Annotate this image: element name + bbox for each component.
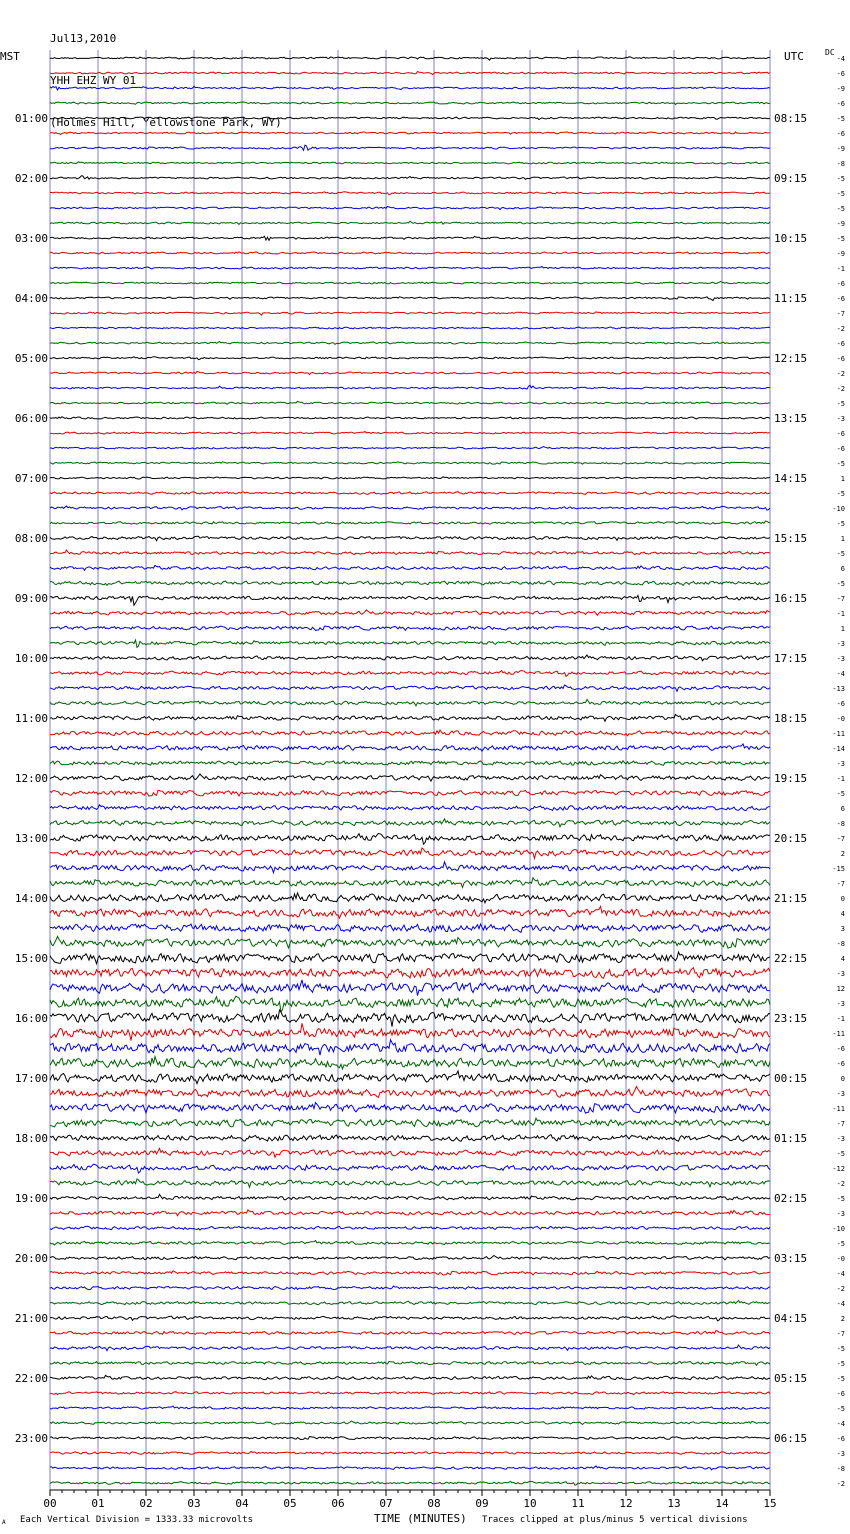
trace-line xyxy=(50,833,770,844)
utc-hour-label: 15:15 xyxy=(774,532,808,545)
dc-offset-label: -6 xyxy=(836,355,845,363)
x-tick-label: 08 xyxy=(427,1497,441,1510)
dc-offset-label: -13 xyxy=(832,685,845,693)
dc-offset-label: 1 xyxy=(840,475,845,483)
utc-hour-label: 08:15 xyxy=(774,112,808,125)
trace-line xyxy=(50,385,770,389)
mst-hour-label: 20:00 xyxy=(14,1252,48,1265)
mst-hour-label: 04:00 xyxy=(14,292,48,305)
utc-hour-label: 22:15 xyxy=(774,952,808,965)
mst-hour-label: 05:00 xyxy=(14,352,48,365)
dc-offset-label: -6 xyxy=(836,1045,845,1053)
dc-offset-label: -5 xyxy=(836,1345,845,1353)
trace-line xyxy=(50,1226,770,1230)
trace-line xyxy=(50,550,770,555)
dc-offset-label: 4 xyxy=(840,955,845,963)
trace-line xyxy=(50,640,770,647)
utc-hour-label: 11:15 xyxy=(774,292,808,305)
utc-hour-label: 05:15 xyxy=(774,1372,808,1385)
mst-hour-label: 17:00 xyxy=(14,1072,48,1085)
trace-line xyxy=(50,626,770,630)
trace-line xyxy=(50,236,770,240)
mst-hour-label: 23:00 xyxy=(14,1432,48,1445)
trace-line xyxy=(50,1301,770,1305)
dc-offset-label: -1 xyxy=(836,1015,845,1023)
x-tick-label: 09 xyxy=(475,1497,489,1510)
dc-offset-label: -6 xyxy=(836,1435,845,1443)
utc-hour-label: 12:15 xyxy=(774,352,808,365)
dc-offset-label: -3 xyxy=(836,1090,845,1098)
dc-offset-label: -6 xyxy=(836,70,845,78)
dc-offset-label: -4 xyxy=(836,670,845,678)
trace-line xyxy=(50,1135,770,1142)
dc-offset-label: -11 xyxy=(832,730,845,738)
dc-offset-label: -4 xyxy=(836,1420,845,1428)
dc-offset-label: 2 xyxy=(840,1315,845,1323)
trace-line xyxy=(50,936,770,948)
dc-offset-label: -14 xyxy=(832,745,845,753)
mst-hour-label: 13:00 xyxy=(14,832,48,845)
trace-line xyxy=(50,342,770,345)
dc-offset-label: 0 xyxy=(840,1075,845,1083)
x-tick-label: 13 xyxy=(667,1497,681,1510)
trace-line xyxy=(50,581,770,585)
mst-hour-label: 21:00 xyxy=(14,1312,48,1325)
trace-line xyxy=(50,1194,770,1199)
header-date: Jul13,2010 xyxy=(50,32,117,45)
utc-hour-label: 06:15 xyxy=(774,1432,808,1445)
trace-line xyxy=(50,1164,770,1173)
utc-hour-label: 17:15 xyxy=(774,652,808,665)
clip-note: Traces clipped at plus/minus 5 vertical divisions xyxy=(482,1515,748,1525)
dc-offset-label: -5 xyxy=(836,550,845,558)
trace-line xyxy=(50,805,770,811)
dc-offset-label: -5 xyxy=(836,460,845,468)
trace-line xyxy=(50,1103,770,1114)
mst-hour-label: 22:00 xyxy=(14,1372,48,1385)
dc-offset-label: -9 xyxy=(836,85,845,93)
dc-offset-label: -3 xyxy=(836,640,845,648)
trace-line xyxy=(50,521,770,524)
trace-line xyxy=(50,774,770,781)
trace-line xyxy=(50,714,770,721)
dc-offset-label: 1 xyxy=(840,535,845,543)
dc-offset-label: 2 xyxy=(840,850,845,858)
trace-line xyxy=(50,462,770,464)
trace-line xyxy=(50,1437,770,1440)
dc-offset-label: -2 xyxy=(836,1480,845,1488)
trace-line xyxy=(50,536,770,540)
dc-offset-label: -5 xyxy=(836,490,845,498)
mst-hour-label: 16:00 xyxy=(14,1012,48,1025)
mst-hour-label: 11:00 xyxy=(14,712,48,725)
trace-line xyxy=(50,1375,770,1379)
dc-offset-label: 4 xyxy=(840,910,845,918)
scale-note: Each Vertical Division = 1333.33 microvolts xyxy=(20,1515,253,1525)
dc-offset-label: -2 xyxy=(836,1180,845,1188)
dc-offset-label: -1 xyxy=(836,775,845,783)
dc-offset-label: -5 xyxy=(836,790,845,798)
trace-line xyxy=(50,1451,770,1454)
trace-line xyxy=(50,862,770,873)
dc-offset-label: -5 xyxy=(836,205,845,213)
left-timezone-label: MST xyxy=(0,50,20,63)
utc-hour-label: 00:15 xyxy=(774,1072,808,1085)
trace-line xyxy=(50,1023,770,1040)
dc-offset-label: -5 xyxy=(836,175,845,183)
mst-hour-label: 08:00 xyxy=(14,532,48,545)
dc-offset-label: -8 xyxy=(836,160,845,168)
trace-line xyxy=(50,132,770,135)
trace-line xyxy=(50,297,770,301)
dc-label: DC xyxy=(825,48,835,57)
trace-line xyxy=(50,417,770,420)
dc-offset-label: -11 xyxy=(832,1030,845,1038)
dc-offset-label: -5 xyxy=(836,1375,845,1383)
dc-offset-label: -8 xyxy=(836,1465,845,1473)
trace-line xyxy=(50,1331,770,1335)
dc-offset-label: -6 xyxy=(836,100,845,108)
utc-hour-label: 02:15 xyxy=(774,1192,808,1205)
trace-line xyxy=(50,968,770,979)
utc-hour-label: 19:15 xyxy=(774,772,808,785)
dc-offset-label: -8 xyxy=(836,940,845,948)
trace-line xyxy=(50,312,770,315)
trace-line xyxy=(50,996,770,1012)
mst-hour-label: 15:00 xyxy=(14,952,48,965)
trace-line xyxy=(50,980,770,996)
dc-offset-label: -6 xyxy=(836,445,845,453)
dc-offset-label: -2 xyxy=(836,385,845,393)
mst-hour-label: 01:00 xyxy=(14,112,48,125)
dc-offset-label: -0 xyxy=(836,715,845,723)
trace-line xyxy=(50,596,770,606)
dc-offset-label: -12 xyxy=(832,1165,845,1173)
mst-hour-label: 02:00 xyxy=(14,172,48,185)
dc-offset-label: -6 xyxy=(836,295,845,303)
dc-offset-label: -6 xyxy=(836,130,845,138)
dc-offset-label: 6 xyxy=(840,805,845,813)
utc-hour-label: 01:15 xyxy=(774,1132,808,1145)
trace-line xyxy=(50,893,770,903)
dc-offset-label: -9 xyxy=(836,250,845,258)
dc-offset-label: -5 xyxy=(836,400,845,408)
trace-line xyxy=(50,282,770,285)
dc-offset-label: -5 xyxy=(836,1360,845,1368)
dc-offset-label: -3 xyxy=(836,1210,845,1218)
trace-line xyxy=(50,1256,770,1260)
trace-line xyxy=(50,221,770,224)
dc-offset-label: -3 xyxy=(836,1135,845,1143)
utc-hour-label: 18:15 xyxy=(774,712,808,725)
dc-offset-label: -5 xyxy=(836,1405,845,1413)
trace-line xyxy=(50,848,770,858)
dc-offset-label: -1 xyxy=(836,610,845,618)
x-tick-label: 07 xyxy=(379,1497,393,1510)
trace-line xyxy=(50,1241,770,1246)
x-tick-label: 15 xyxy=(763,1497,777,1510)
header-station: YHH EHZ WY 01 xyxy=(50,74,137,87)
trace-line xyxy=(50,744,770,751)
x-tick-label: 14 xyxy=(715,1497,729,1510)
trace-line xyxy=(50,102,770,104)
trace-line xyxy=(50,1481,770,1485)
dc-offset-label: -9 xyxy=(836,220,845,228)
x-tick-label: 03 xyxy=(187,1497,201,1510)
trace-line xyxy=(50,1057,770,1069)
trace-line xyxy=(50,86,770,90)
x-tick-label: 02 xyxy=(139,1497,153,1510)
x-tick-label: 05 xyxy=(283,1497,297,1510)
trace-line xyxy=(50,1466,770,1470)
x-axis-title: TIME (MINUTES) xyxy=(374,1512,467,1525)
trace-line xyxy=(50,1010,770,1027)
trace-line xyxy=(50,1086,770,1097)
dc-offset-label: -5 xyxy=(836,580,845,588)
dc-offset-label: 0 xyxy=(840,895,845,903)
trace-line xyxy=(50,655,770,661)
dc-offset-label: -5 xyxy=(836,520,845,528)
trace-line xyxy=(50,1286,770,1290)
trace-line xyxy=(50,1118,770,1127)
trace-line xyxy=(50,1406,770,1409)
trace-line xyxy=(50,761,770,766)
dc-offset-label: -6 xyxy=(836,280,845,288)
dc-offset-label: -4 xyxy=(836,55,845,63)
trace-line xyxy=(50,1345,770,1351)
dc-offset-label: -6 xyxy=(836,340,845,348)
trace-line xyxy=(50,685,770,691)
mst-hour-label: 07:00 xyxy=(14,472,48,485)
dc-offset-label: -5 xyxy=(836,115,845,123)
utc-hour-label: 09:15 xyxy=(774,172,808,185)
dc-offset-label: -6 xyxy=(836,1060,845,1068)
utc-hour-label: 10:15 xyxy=(774,232,808,245)
trace-line xyxy=(50,401,770,404)
trace-line xyxy=(50,477,770,479)
dc-offset-label: -2 xyxy=(836,325,845,333)
trace-line xyxy=(50,1210,770,1216)
dc-offset-label: -5 xyxy=(836,1240,845,1248)
dc-offset-label: -5 xyxy=(836,1150,845,1158)
utc-hour-label: 16:15 xyxy=(774,592,808,605)
mst-hour-label: 12:00 xyxy=(14,772,48,785)
dc-offset-label: -7 xyxy=(836,595,845,603)
dc-offset-label: -8 xyxy=(836,820,845,828)
dc-offset-label: -7 xyxy=(836,880,845,888)
trace-line xyxy=(50,327,770,329)
trace-line xyxy=(50,1148,770,1157)
mst-hour-label: 18:00 xyxy=(14,1132,48,1145)
dc-offset-label: -4 xyxy=(836,1300,845,1308)
dc-offset-label: -6 xyxy=(836,1390,845,1398)
utc-hour-label: 14:15 xyxy=(774,472,808,485)
dc-offset-label: -5 xyxy=(836,1195,845,1203)
utc-hour-label: 04:15 xyxy=(774,1312,808,1325)
trace-line xyxy=(50,565,770,570)
dc-offset-label: -6 xyxy=(836,700,845,708)
dc-offset-label: -15 xyxy=(832,865,845,873)
mst-hour-label: 06:00 xyxy=(14,412,48,425)
x-tick-label: 06 xyxy=(331,1497,345,1510)
dc-offset-label: -7 xyxy=(836,835,845,843)
trace-line xyxy=(50,357,770,360)
dc-offset-label: -7 xyxy=(836,310,845,318)
trace-line xyxy=(50,492,770,495)
dc-offset-label: 6 xyxy=(840,565,845,573)
x-tick-label: 12 xyxy=(619,1497,633,1510)
mst-hour-label: 03:00 xyxy=(14,232,48,245)
dc-offset-label: -5 xyxy=(836,190,845,198)
trace-line xyxy=(50,952,770,964)
dc-offset-label: -1 xyxy=(836,265,845,273)
corner-mark: A xyxy=(2,1519,6,1526)
dc-offset-label: -4 xyxy=(836,1270,845,1278)
utc-hour-label: 13:15 xyxy=(774,412,808,425)
mst-hour-label: 19:00 xyxy=(14,1192,48,1205)
trace-line xyxy=(50,57,770,60)
dc-offset-label: -9 xyxy=(836,145,845,153)
trace-line xyxy=(50,1071,770,1084)
dc-offset-label: -5 xyxy=(836,235,845,243)
dc-offset-label: -3 xyxy=(836,1450,845,1458)
dc-offset-label: -7 xyxy=(836,1120,845,1128)
trace-line xyxy=(50,1421,770,1425)
right-timezone-label: UTC xyxy=(784,50,804,63)
header-location: (Holmes Hill, Yellowstone Park, WY) xyxy=(50,116,282,129)
trace-line xyxy=(50,145,770,150)
trace-line xyxy=(50,671,770,677)
dc-offset-label: -3 xyxy=(836,655,845,663)
trace-line xyxy=(50,1179,770,1187)
trace-line xyxy=(50,447,770,450)
trace-line xyxy=(50,432,770,435)
dc-offset-label: -3 xyxy=(836,415,845,423)
mst-hour-label: 10:00 xyxy=(14,652,48,665)
utc-hour-label: 03:15 xyxy=(774,1252,808,1265)
trace-line xyxy=(50,1271,770,1275)
dc-offset-label: -3 xyxy=(836,1000,845,1008)
trace-line xyxy=(50,252,770,255)
x-tick-label: 01 xyxy=(91,1497,105,1510)
dc-offset-label: -2 xyxy=(836,1285,845,1293)
trace-line xyxy=(50,372,770,375)
dc-offset-label: -2 xyxy=(836,370,845,378)
trace-line xyxy=(50,906,770,918)
dc-offset-label: -10 xyxy=(832,1225,845,1233)
x-tick-label: 00 xyxy=(43,1497,57,1510)
trace-line xyxy=(50,1361,770,1365)
dc-offset-label: -0 xyxy=(836,1255,845,1263)
trace-line xyxy=(50,1040,770,1056)
mst-hour-label: 14:00 xyxy=(14,892,48,905)
x-tick-label: 10 xyxy=(523,1497,537,1510)
trace-line xyxy=(50,162,770,164)
trace-line xyxy=(50,192,770,195)
trace-line xyxy=(50,176,770,180)
trace-line xyxy=(50,72,770,75)
trace-line xyxy=(50,610,770,615)
trace-line xyxy=(50,790,770,796)
trace-line xyxy=(50,924,770,932)
trace-line xyxy=(50,506,770,510)
trace-line xyxy=(50,699,770,705)
trace-line xyxy=(50,267,770,270)
dc-offset-label: 3 xyxy=(840,925,845,933)
dc-offset-label: -3 xyxy=(836,760,845,768)
trace-line xyxy=(50,730,770,736)
dc-offset-label: 12 xyxy=(836,985,845,993)
utc-hour-label: 21:15 xyxy=(774,892,808,905)
utc-hour-label: 20:15 xyxy=(774,832,808,845)
dc-offset-label: -11 xyxy=(832,1105,845,1113)
mst-hour-label: 09:00 xyxy=(14,592,48,605)
dc-offset-label: 1 xyxy=(840,625,845,633)
dc-offset-label: -7 xyxy=(836,1330,845,1338)
utc-hour-label: 23:15 xyxy=(774,1012,808,1025)
x-tick-label: 04 xyxy=(235,1497,249,1510)
trace-line xyxy=(50,1316,770,1321)
trace-line xyxy=(50,1392,770,1395)
trace-line xyxy=(50,819,770,827)
x-tick-label: 11 xyxy=(571,1497,585,1510)
trace-line xyxy=(50,878,770,888)
dc-offset-label: -10 xyxy=(832,505,845,513)
dc-offset-label: -6 xyxy=(836,430,845,438)
trace-line xyxy=(50,207,770,210)
dc-offset-label: -3 xyxy=(836,970,845,978)
trace-line xyxy=(50,117,770,120)
